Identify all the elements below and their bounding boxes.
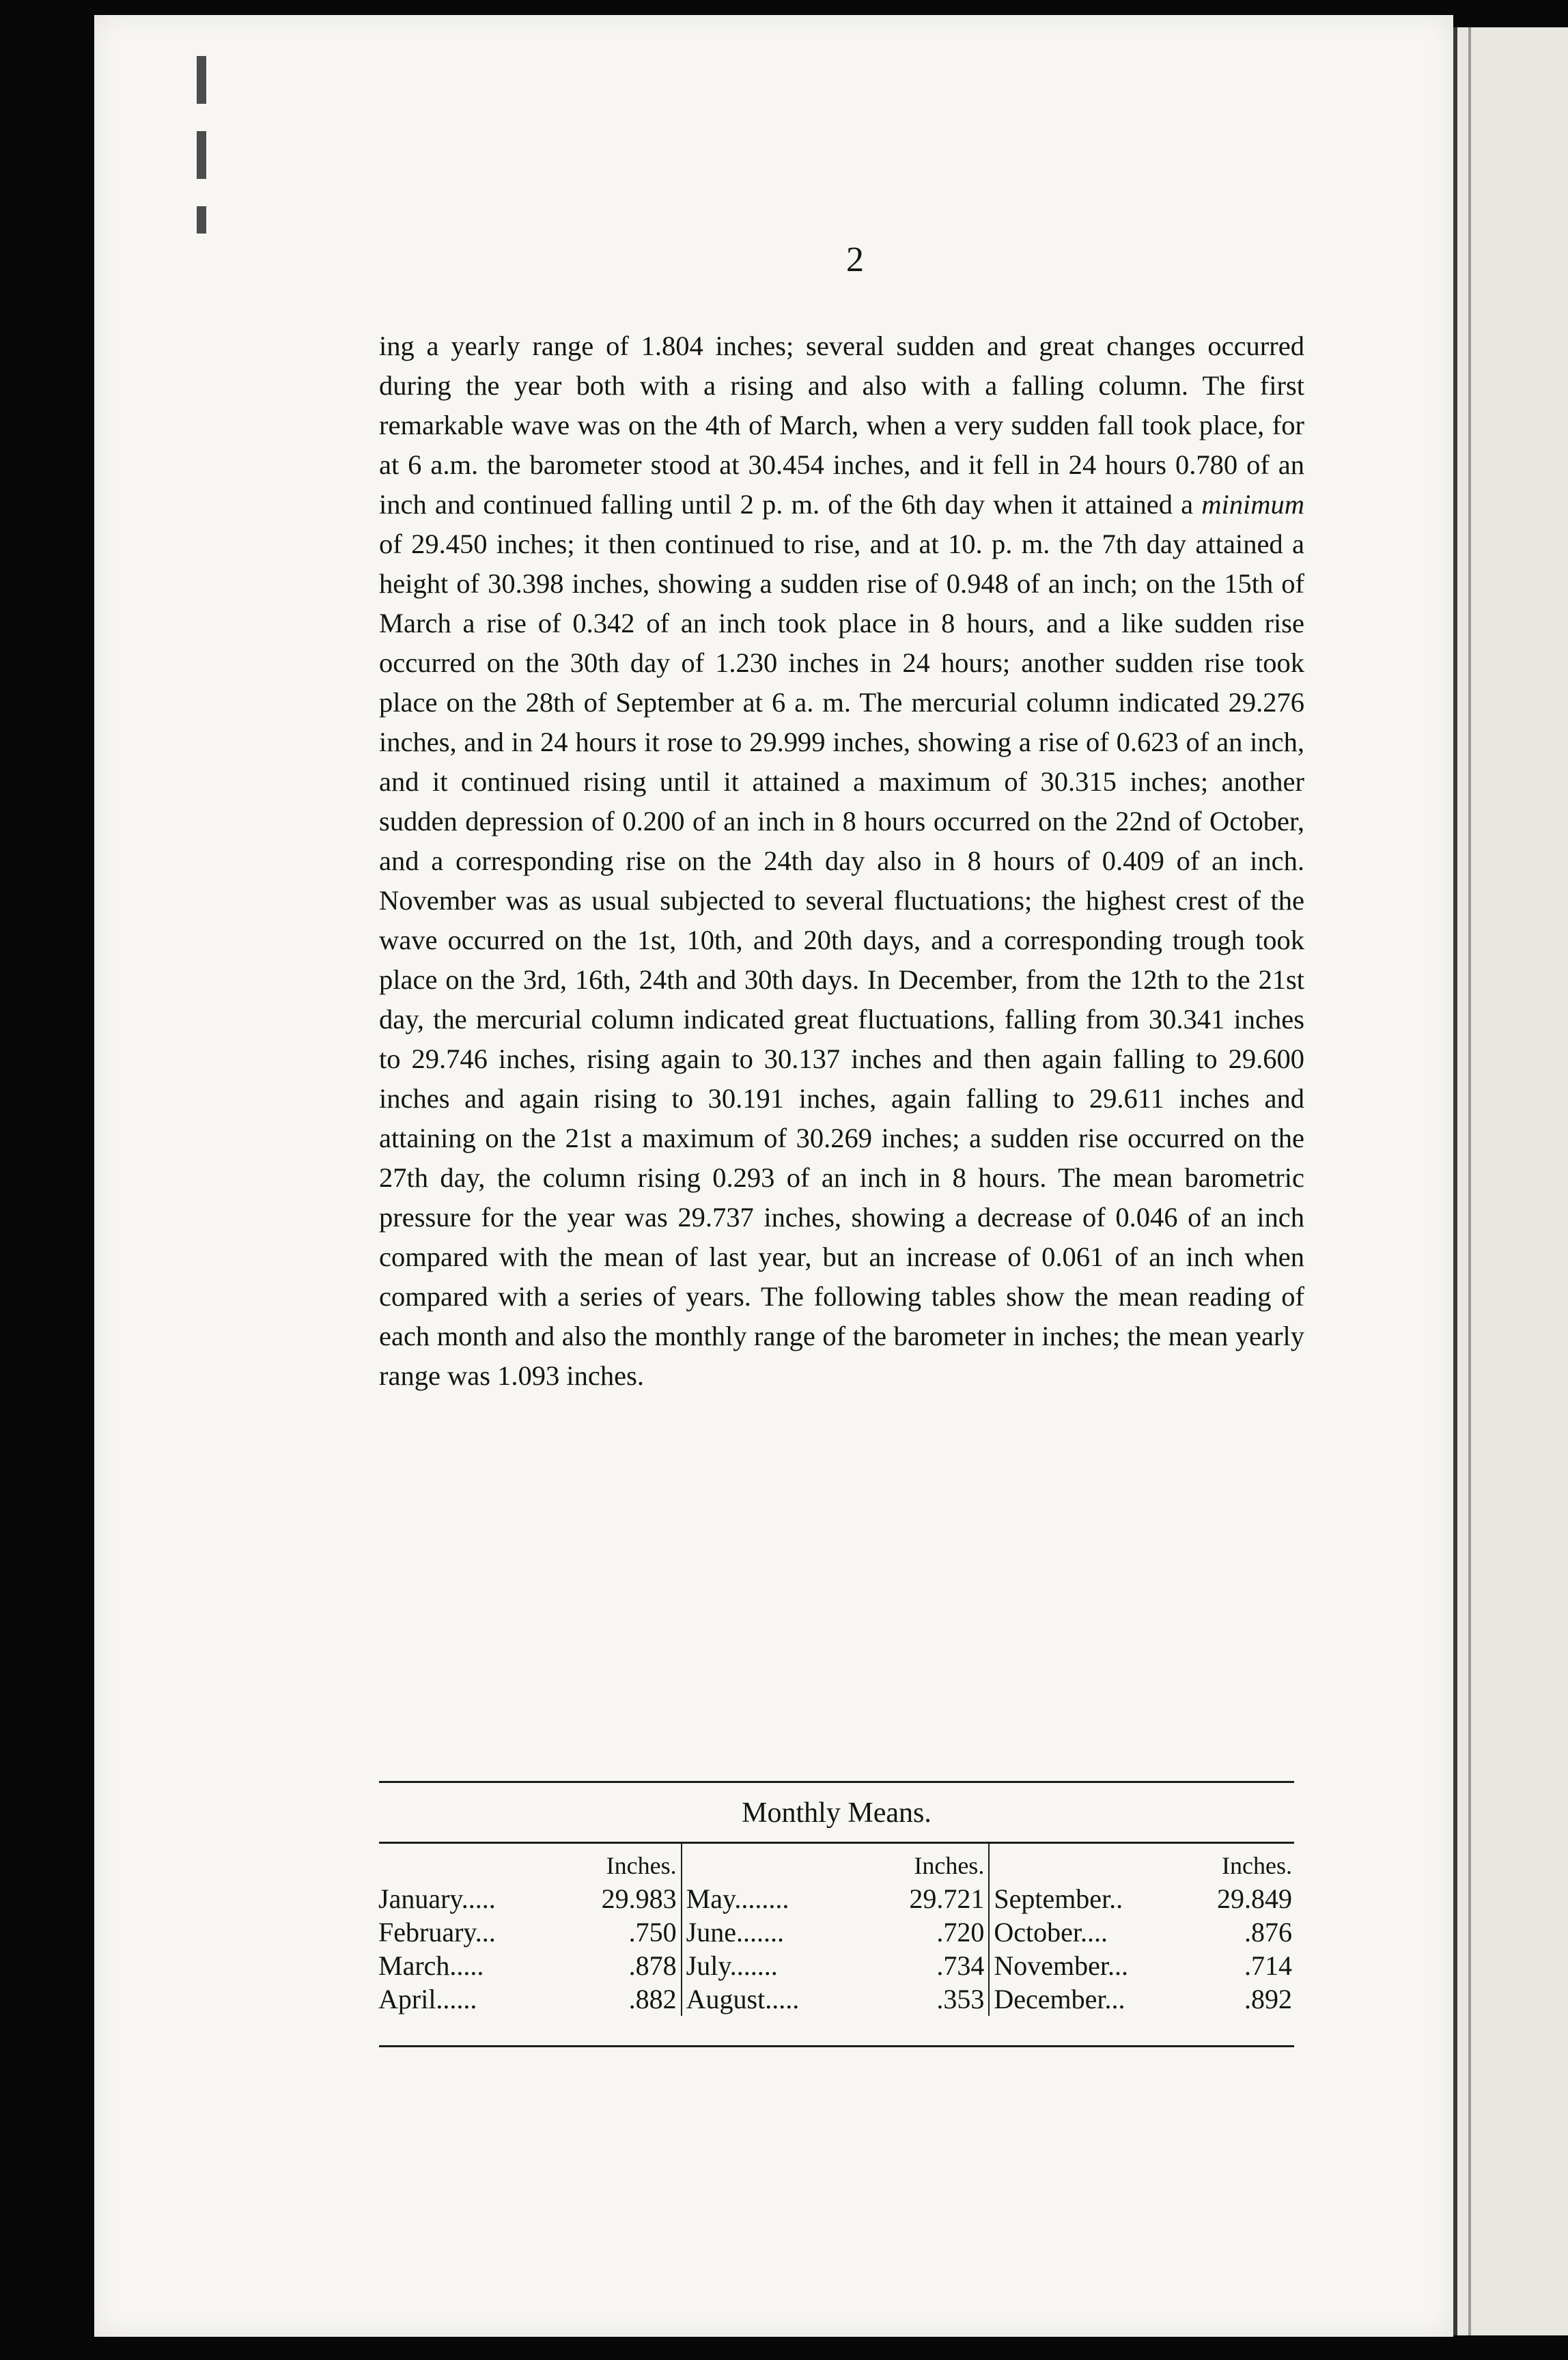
table-row	[374, 1982, 1296, 2016]
value-cell: .714	[1244, 1950, 1292, 1981]
column-header-inches: Inches.	[882, 1844, 990, 1882]
column-header-inches: Inches.	[1222, 1852, 1292, 1879]
value-cell: 29.983	[574, 1882, 682, 1915]
month-cell: June.......	[686, 1917, 784, 1948]
text-run: ing a yearly range of 1.804 inches; several sudden and great changes occurred during the year both with a rising and also with a falling column. The first remarkable wave was on the 4th of March, when a very sudden fall took place, for at 6 a.m. the barometer stood at 30.454 inches, and it fell in 24 hours 0.780 of an inch and continued falling until 2 p. m. of the 6th day when it attained a	[379, 331, 1304, 520]
month-cell: October....	[994, 1917, 1108, 1948]
facing-page-edge	[1453, 27, 1568, 2335]
section-rule	[379, 1781, 1294, 1783]
body-paragraph	[379, 326, 1304, 1396]
paragraph	[379, 326, 1304, 1396]
table-row	[374, 1949, 1296, 1982]
table-row	[374, 1915, 1296, 1949]
binding-marks	[197, 56, 206, 234]
value-cell: .882	[574, 1982, 682, 2016]
month-cell: March.....	[378, 1950, 484, 1981]
page-number: 2	[846, 240, 864, 279]
table-header-row	[374, 1844, 1296, 1882]
month-cell: January.....	[378, 1883, 496, 1914]
value-cell: .353	[882, 1982, 990, 2016]
month-cell: September..	[994, 1883, 1123, 1914]
month-cell: November...	[994, 1950, 1128, 1981]
month-cell: April......	[378, 1984, 477, 2014]
column-header-blank	[682, 1844, 882, 1882]
emphasized-word: minimum	[1201, 489, 1304, 520]
value-cell: 29.849	[1217, 1883, 1292, 1914]
table-row	[374, 1882, 1296, 1915]
monthly-means-table	[374, 1844, 1296, 2016]
value-cell: 29.721	[882, 1882, 990, 1915]
value-cell: .876	[1244, 1917, 1292, 1948]
value-cell: .878	[574, 1949, 682, 1982]
month-cell: August.....	[686, 1984, 800, 2014]
value-cell: .734	[882, 1949, 990, 1982]
column-header-inches: Inches.	[574, 1844, 682, 1882]
table-bottom-rule	[379, 2045, 1294, 2047]
text-run: of 29.450 inches; it then continued to rise, and at 10. p. m. the 7th day attained a height of 30.398 inches, showing a sudden rise of 0.948 of an inch; on the 15th of March a rise of 0.342 of an inch took place in 8 hours, and a like sudden rise occurred on the 30th day of 1.230 inches in 24 hours; another sudden rise took place on the 28th of September at 6 a. m. The mercurial column indicated 29.276 inches, and in 24 hours it rose to 29.999 inches, showing a rise of 0.623 of an inch, and it continued rising until it attained a maximum of 30.315 inches; another sudden depression of 0.200 of an inch in 8 hours occurred on the 22nd of October, and a corresponding rise on the 24th day also in 8 hours of 0.409 of an inch. November was as usual subjected to several fluctuations; the highest crest of the wave occurred on the 1st, 10th, and 20th days, and a corresponding trough took place on the 3rd, 16th, 24th and 30th days. In December, from the 12th to the 21st day, the mercurial column indicated great fluctuations, falling from 30.341 inches to 29.746 inches, rising again to 30.137 inches and then again falling to 29.600 inches and again rising to 30.191 inches, again falling to 29.611 inches and attaining on the 21st a maximum of 30.269 inches; a sudden rise occurred on the 27th day, the column rising 0.293 of an inch in 8 hours. The mean barometric pressure for the year was 29.737 inches, showing a decrease of 0.046 of an inch compared with the mean of last year, but an increase of 0.061 of an inch when compared with a series of years. The following tables show the mean reading of each month and also the monthly range of the barometer in inches; the mean yearly range was 1.093 inches.	[379, 529, 1304, 1391]
column-header-blank	[374, 1844, 574, 1882]
month-cell: December...	[994, 1984, 1125, 2014]
value-cell: .750	[574, 1915, 682, 1949]
month-cell: May........	[686, 1883, 789, 1914]
table-title: Monthly Means.	[742, 1797, 932, 1829]
month-cell: July.......	[686, 1950, 778, 1981]
column-header-blank	[989, 1844, 1190, 1882]
value-cell: .720	[882, 1915, 990, 1949]
month-cell: February...	[378, 1917, 496, 1948]
value-cell: .892	[1244, 1984, 1292, 2014]
